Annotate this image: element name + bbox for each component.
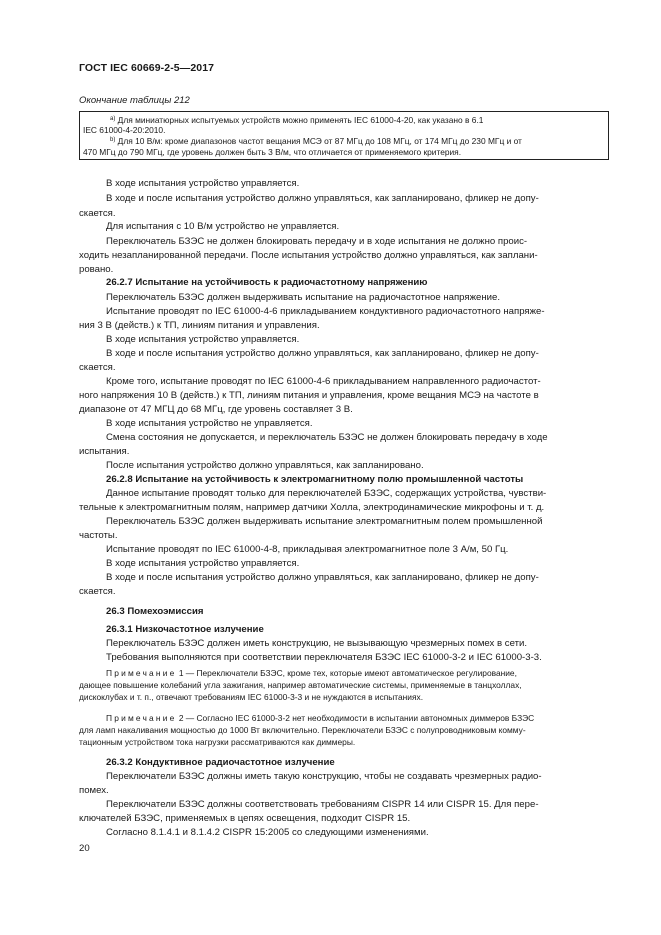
body-line: ровано. — [79, 264, 114, 275]
body-line: После испытания устройство должно управляться, как запланировано. — [106, 460, 424, 471]
footnote-box — [79, 111, 609, 160]
body-line: В ходе испытания устройство управляется. — [106, 178, 300, 189]
page-number: 20 — [79, 843, 90, 854]
body-line: скается. — [79, 208, 116, 219]
body-line: Переключатели БЗЭС должны иметь такую конструкцию, чтобы не создавать чрезмерных радио- — [106, 771, 542, 782]
body-line: диапазоне от 47 МГЦ до 68 МГц, где уровень составляет 3 В. — [79, 404, 353, 415]
body-line: Согласно 8.1.4.1 и 8.1.4.2 CISPR 15:2005 со следующими изменениями. — [106, 827, 429, 838]
table-caption: Окончание таблицы 212 — [79, 95, 190, 106]
note-1-line3: дискоклубах и т. п., отвечают требованиям IEC 61000-3-3 и не нуждаются в испытаниях. — [79, 692, 424, 702]
note-2-line3: тационным устройством тока нагрузки рассматриваются как диммеры. — [79, 737, 356, 747]
body-line: Переключатель БЗЭС должен иметь конструкцию, не вызывающую чрезмерных помех в сети. — [106, 638, 527, 649]
section-heading-26-3: 26.3 Помехоэмиссия — [106, 606, 204, 617]
note-1-line1: Примечание 1 — Переключатели БЗЭС, кроме тех, которые имеют автоматическое регулирование, — [106, 668, 517, 678]
document-header: ГОСТ IEC 60669-2-5—2017 — [79, 62, 215, 74]
body-line: Кроме того, испытание проводят по IEC 61000-4-6 прикладыванием направленного радиочастот- — [106, 376, 541, 387]
body-line: ного напряжения 10 В (действ.) к ТП, линиям питания и управления, кроме вещания МСЭ на частоте в — [79, 390, 539, 401]
section-heading-26-3-1: 26.3.1 Низкочастотное излучение — [106, 624, 264, 635]
body-line: ния 3 В (действ.) к ТП, линиям питания и управления. — [79, 320, 320, 331]
note-1-label: Примечание — [106, 668, 177, 678]
body-line: В ходе испытания устройство управляется. — [106, 334, 300, 345]
body-line: Испытание проводят по IEC 61000-4-8, прикладывая электромагнитное поле 3 А/м, 50 Гц. — [106, 544, 509, 555]
section-heading-26-2-7: 26.2.7 Испытание на устойчивость к радиочастотному напряжению — [106, 277, 428, 288]
body-line: В ходе и после испытания устройство должно управляться, как запланировано, фликер не допу- — [106, 572, 539, 583]
body-line: Для испытания с 10 В/м устройство не управляется. — [106, 221, 340, 232]
footnote-a-mark: a) — [110, 116, 116, 122]
section-heading-26-2-8: 26.2.8 Испытание на устойчивость к электромагнитному полю промышленной частоты — [106, 474, 524, 485]
footnote-b-mark: b) — [110, 137, 116, 143]
section-heading-26-3-2: 26.3.2 Кондуктивное радиочастотное излучение — [106, 757, 335, 768]
body-line: Испытание проводят по IEC 61000-4-6 прикладыванием кондуктивного радиочастотного напряже- — [106, 306, 545, 317]
note-2-line2: для ламп накаливания мощностью до 1000 Вт включительно. Переключатели БЗЭС с полупроводниковым комму- — [79, 725, 526, 735]
footnote-b-line2: 470 МГц до 790 МГц, где уровень должен быть 3 В/м, что отличается от применяемого критерия. — [83, 147, 462, 157]
body-line: В ходе испытания устройство управляется. — [106, 558, 300, 569]
body-line: Переключатель БЗЭС должен выдерживать испытание электромагнитным полем промышленной — [106, 516, 543, 527]
body-line: Переключатель БЗЭС должен выдерживать испытание на радиочастотное напряжение. — [106, 292, 501, 303]
body-line: Данное испытание проводят только для переключателей БЗЭС, содержащих устройства, чувстви- — [106, 488, 547, 499]
body-line: тельные к электромагнитным полям, например датчики Холла, электродинамические микрофоны и т. д. — [79, 502, 545, 513]
body-line: Переключатели БЗЭС должны соответствовать требованиям CISPR 14 или CISPR 15. Для пере- — [106, 799, 539, 810]
body-line: ходить незапланированной передачи. После испытания устройство должно управляться, как заплани- — [79, 250, 538, 261]
body-line: скается. — [79, 362, 116, 373]
body-line: скается. — [79, 586, 116, 597]
body-line: В ходе и после испытания устройство должно управляться, как запланировано, фликер не допу- — [106, 348, 539, 359]
body-line: Переключатель БЗЭС не должен блокировать передачу и в ходе испытания не должно проис- — [106, 236, 528, 247]
footnote-b-line1: $^{b)}$ Для 10 В/м: кроме диапазонов частот вещания МСЭ от 87 МГц до 108 МГц, от 174 МГц до 230 МГц и от — [110, 136, 522, 146]
footnote-a-line2: IEC 61000-4-20:2010. — [83, 125, 166, 135]
body-line: испытания. — [79, 446, 130, 457]
body-line: частоты. — [79, 530, 118, 541]
body-line: В ходе испытания устройство не управляется. — [106, 418, 313, 429]
body-line: помех. — [79, 785, 109, 796]
body-line: Смена состояния не допускается, и переключатель БЗЭС не должен блокировать передачу в ходе — [106, 432, 548, 443]
note-1-line2: дающее повышение колебаний угла зажигания, например автоматические системы, применяемые в танцхоллах, — [79, 680, 522, 690]
body-line: В ходе и после испытания устройство должно управляться, как запланировано, фликер не допу- — [106, 193, 539, 204]
body-line: Требования выполняются при соответствии переключателя БЗЭС IEC 61000-3-2 и IEC 61000-3-3. — [106, 652, 542, 663]
note-2-line1: Примечание 2 — Согласно IEC 61000-3-2 нет необходимости в испытании автономных диммеров БЗЭС — [106, 713, 535, 723]
body-line: ключателей БЗЭС, применяемых в цепях освещения, подходит CISPR 15. — [79, 813, 411, 824]
note-2-label: Примечание — [106, 713, 177, 723]
footnote-a-line1: $^{a)}$ Для миниатюрных испытуемых устройств можно применять IEC 61000-4-20, как указано в 6.1 — [110, 115, 484, 125]
